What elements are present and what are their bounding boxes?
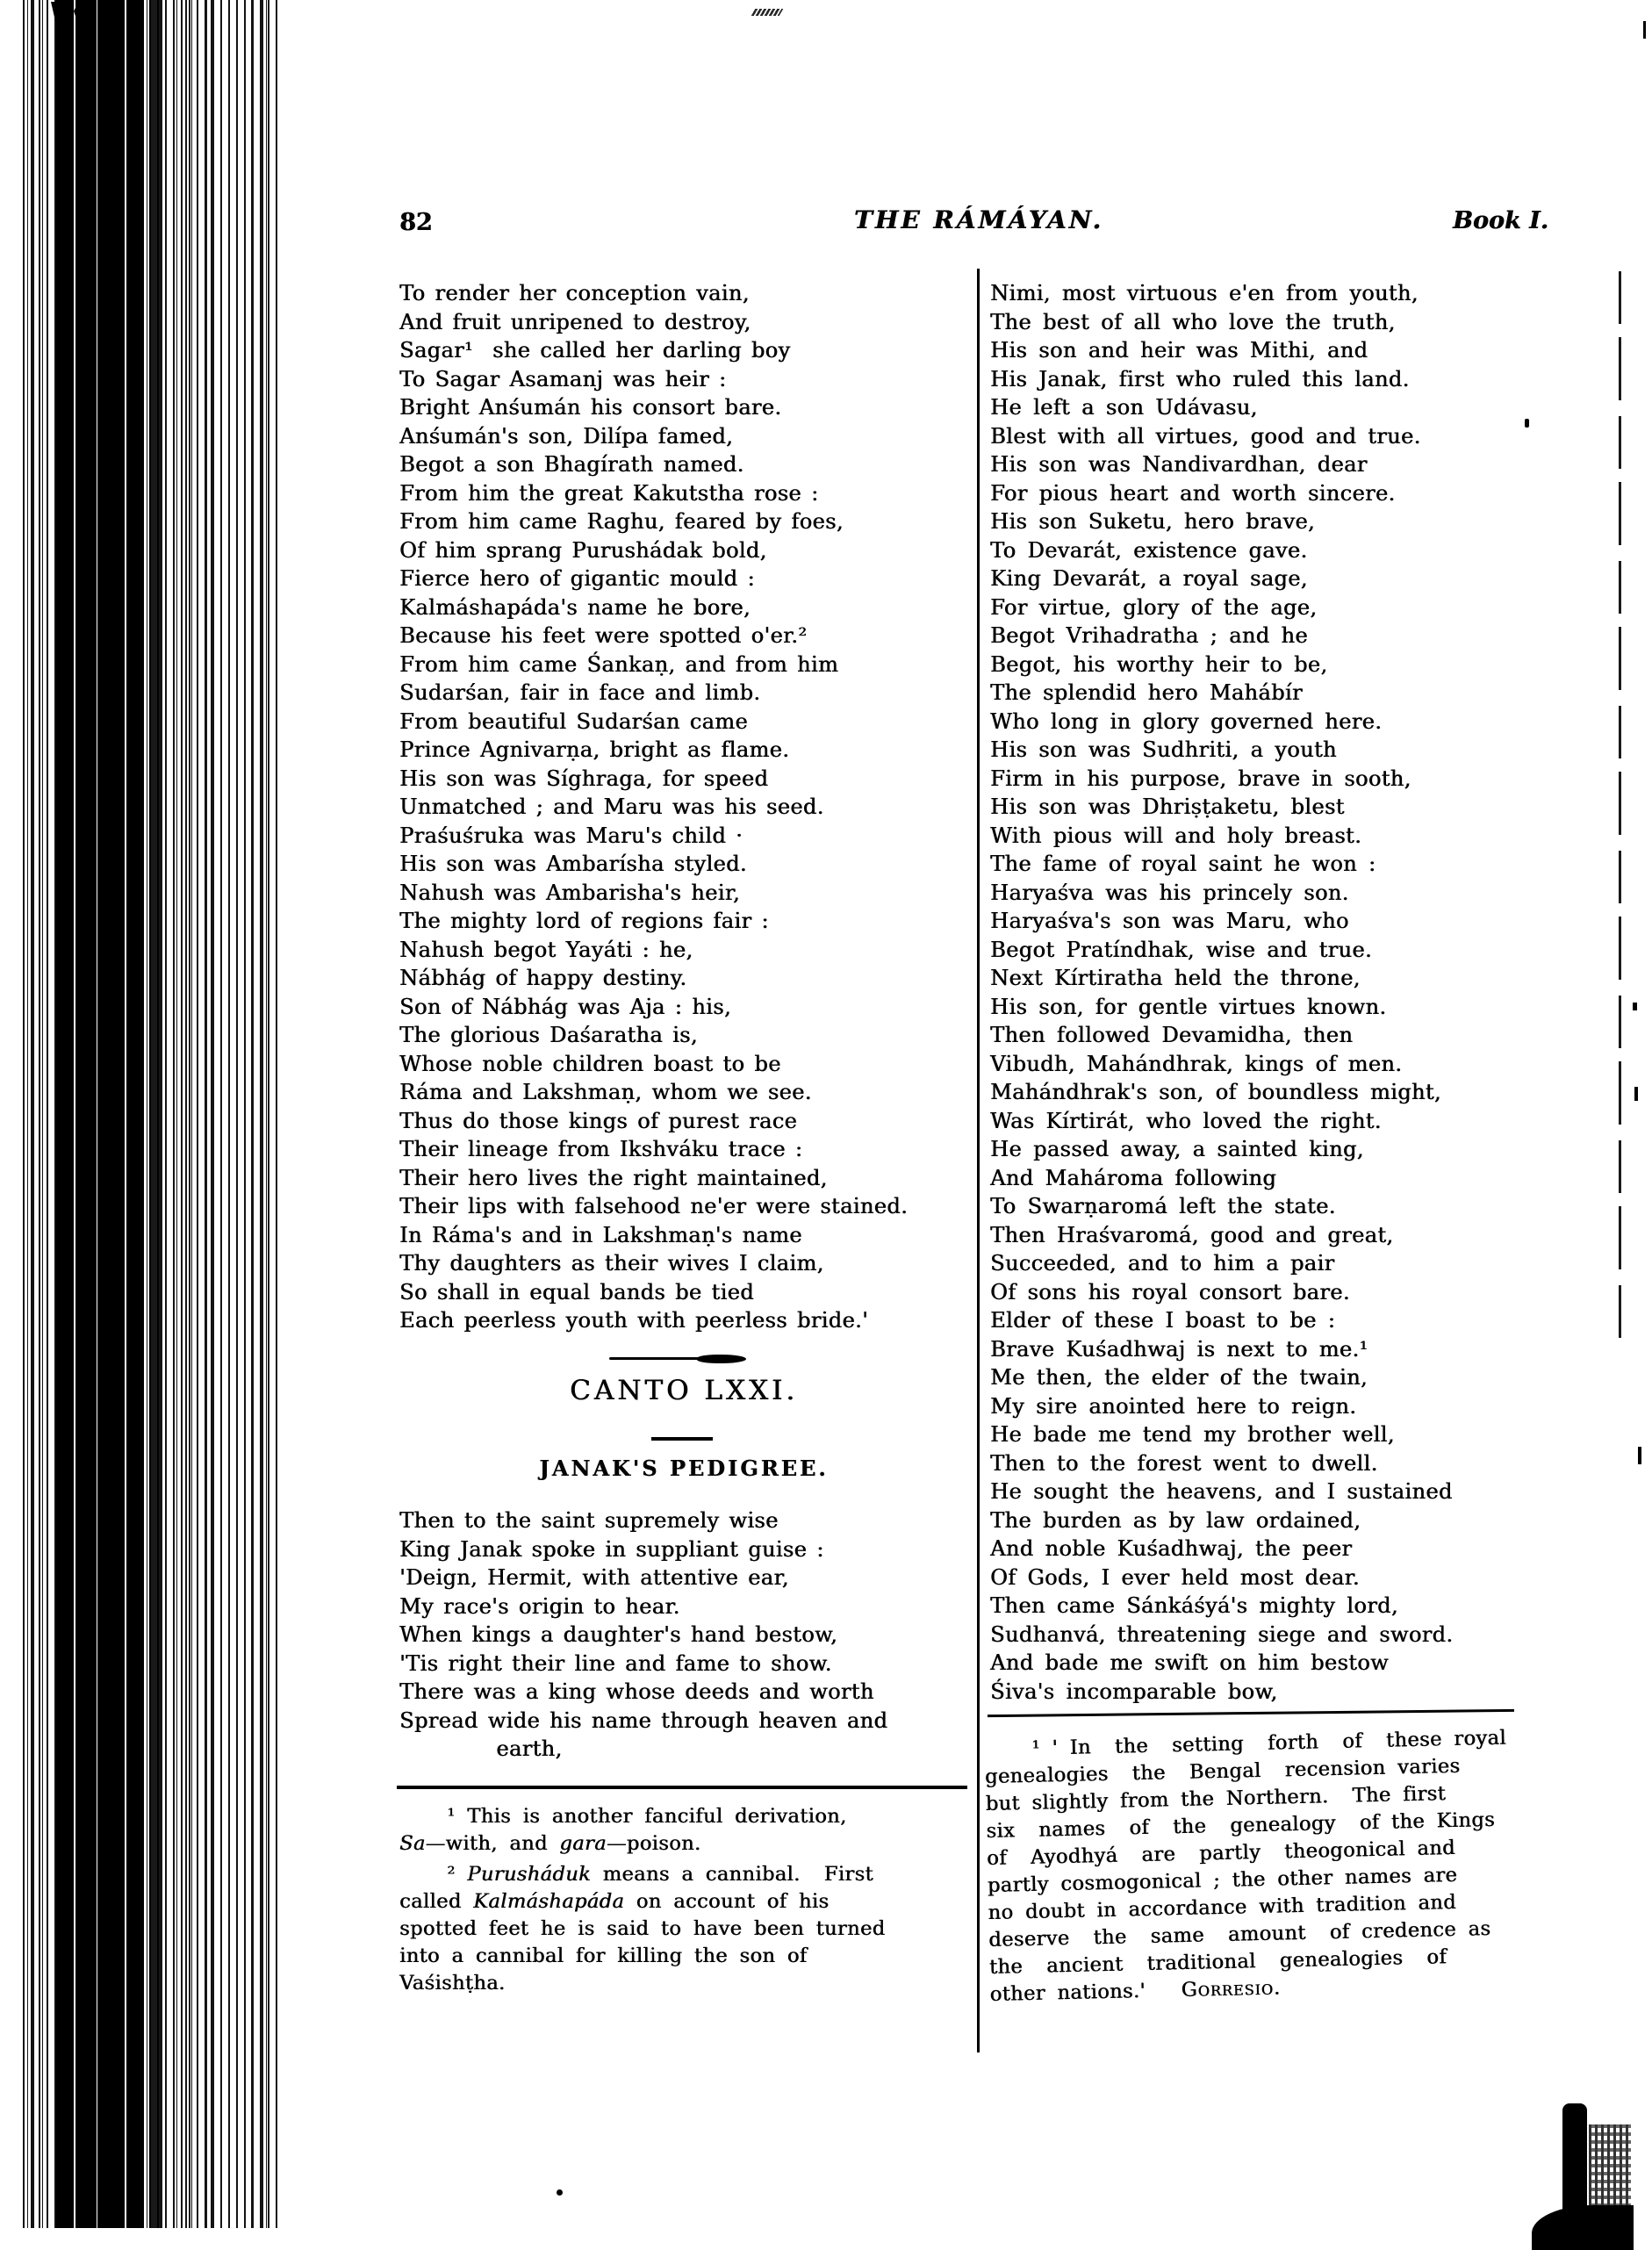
poem-line: With pious will and holy breast. [990,823,1362,848]
poem-line: Kalmáshapáda's name he bore, [399,594,751,620]
footnote-2 [399,1861,970,1997]
poem-line: Me then, the elder of the twain, [990,1365,1368,1390]
poem-line: Begot, his worthy heir to be, [990,651,1328,677]
footnote-line: Vaśishṭha. [399,1972,506,1995]
poem-line: His Janak, first who ruled this land. [990,366,1410,392]
text-segment: —with, and [425,1832,560,1855]
poem-line: His son was Síghraga, for speed [399,766,769,791]
scan-speck-top-center [751,9,784,16]
poem-line: Sagar¹ she called her darling boy [399,338,791,363]
poem-line: earth, [399,1736,563,1761]
right-column-poem [990,279,1517,1706]
text-segment: other nations.' [989,1979,1182,2007]
footnote-line: into a cannibal for killing the son of [399,1944,808,1967]
poem-line: Their lineage from Ikshváku trace : [399,1137,803,1161]
scan-speck [1633,1003,1637,1010]
poem-line: Their lips with falsehood ne'er were stained. [399,1194,908,1218]
footnote-line: ¹ ' In the setting forth of these royal [984,1726,1507,1762]
poem-line: Who long in glory governed here. [990,708,1383,734]
poem-line: Bright Anśumán his consort bare. [399,395,782,420]
text-segment: Gorresio. [1181,1976,1282,2002]
text-segment: Purusháduk [467,1863,592,1886]
poem-line: Vibudh, Mahándhrak, kings of men. [990,1051,1403,1076]
poem-line: Nahush was Ambarisha's heir, [399,880,740,905]
poem-line: Thy daughters as their wives I claim, [399,1251,824,1276]
text-segment: Kalmáshapáda [473,1890,625,1913]
poem-line: Śiva's incomparable bow, [990,1679,1278,1704]
poem-line: Next Kírtiratha held the throne, [990,966,1361,990]
poem-line: My sire anointed here to reign. [990,1393,1357,1419]
page-title: THE RÁMÁYAN. [853,205,1104,234]
footnote-line: no doubt in accordance with tradition and [988,1890,1457,1925]
poem-line: Then to the forest went to dwell. [990,1450,1378,1476]
scan-speck [1638,1447,1641,1464]
poem-line: Nahush begot Yayáti : he, [399,937,693,962]
scan-heavy-ink-bar [56,0,144,2228]
poem-line: And Mahároma following [990,1165,1277,1190]
poem-line: Was Kírtirát, who loved the right. [990,1108,1382,1133]
poem-line: He bade me tend my brother well, [990,1422,1395,1447]
poem-line: Of sons his royal consort bare. [990,1279,1350,1305]
footnote-line [399,1830,970,1858]
footnote-line: deserve the same amount of credence as [988,1917,1491,1952]
poem-line: His son and heir was Mithi, and [990,338,1368,363]
poem-line: Haryaśva's son was Maru, who [990,909,1349,933]
canto-subheading: JANAK'S PEDIGREE. [539,1456,829,1481]
poem-line: He passed away, a sainted king, [990,1137,1364,1161]
poem-line: King Devarát, a royal sage, [990,566,1308,591]
scan-broken-line-right-margin [1619,256,1621,1338]
poem-line: Mahándhrak's son, of boundless might, [990,1080,1441,1104]
book-label: Book I. [1453,207,1548,234]
poem-line: Each peerless youth with peerless bride.' [399,1308,868,1333]
poem-line: To Devarát, existence gave. [990,537,1308,563]
poem-line: To render her conception vain, [399,281,750,306]
footnote-3 [984,1724,1517,2009]
footnote-line: ¹ This is another fanciful derivation, [399,1805,847,1828]
poem-line: Nábhág of happy destiny. [399,966,687,990]
poem-line: Of Gods, I ever held most dear. [990,1564,1360,1590]
scan-speck [1643,21,1646,39]
poem-line: The best of all who love the truth, [990,309,1396,334]
left-column-poem [399,279,968,1335]
poem-line: Succeeded, and to him a pair [990,1251,1335,1276]
poem-line: His son was Nandivardhan, dear [990,452,1368,477]
poem-line: The burden as by law ordained, [990,1507,1361,1533]
poem-line: From him came Raghu, feared by foes, [399,509,844,534]
poem-line: Their hero lives the right maintained, [399,1165,828,1190]
page-number: 82 [399,209,433,236]
poem-line: There was a king whose deeds and worth [399,1679,874,1704]
poem-line: To Sagar Asamanj was heir : [399,366,727,392]
footnote-1 [399,1803,970,1858]
scan-medium-ink-bar [149,0,160,2228]
text-segment: ² [399,1863,468,1886]
poem-line: My race's origin to hear. [399,1593,680,1619]
poem-line: Sudarśan, fair in face and limb. [399,680,761,705]
poem-line: And noble Kuśadhwaj, the peer [990,1536,1353,1561]
poem-line: And fruit unripened to destroy, [399,309,751,334]
footnote-rule-left [397,1786,967,1789]
poem-line: Begot Pratíndhak, wise and true. [990,937,1372,962]
text-segment: means a cannibal. First [591,1863,873,1886]
poem-line: For pious heart and worth sincere. [990,480,1396,506]
poem-line: From beautiful Sudarśan came [399,708,748,734]
poem-line: Brave Kuśadhwaj is next to me.¹ [990,1336,1368,1362]
poem-line: Fierce hero of gigantic mould : [399,566,755,591]
text-segment: —poison. [606,1832,701,1855]
poem-line: Then Hraśvaromá, good and great, [990,1222,1394,1247]
poem-line: And bade me swift on him bestow [990,1650,1389,1675]
poem-line: He sought the heavens, and I sustained [990,1479,1453,1504]
poem-line: Then followed Devamidha, then [990,1023,1354,1047]
poem-line: Son of Nábhág was Aja : his, [399,994,731,1019]
poem-line: Firm in his purpose, brave in sooth, [990,766,1411,791]
poem-line: In Ráma's and in Lakshmaṇ's name [399,1222,802,1247]
footnote-line [399,1888,970,1916]
poem-line: Thus do those kings of purest race [399,1108,798,1133]
scan-speck [1525,419,1529,428]
poem-line: Unmatched ; and Maru was his seed. [399,794,824,819]
poem-line: 'Tis right their line and fame to show. [399,1650,832,1676]
poem-line: His son was Ambarísha styled. [399,852,747,876]
poem-line: His son Suketu, hero brave, [990,509,1315,534]
poem-line: The fame of royal saint he won : [990,852,1376,876]
poem-line: Then came Sánkáśyá's mighty lord, [990,1593,1398,1618]
poem-line: Begot Vrihadratha ; and he [990,623,1308,648]
poem-line: Of him sprang Purushádak bold, [399,537,767,563]
poem-line: To Swarṇaromá left the state. [990,1194,1336,1218]
footnote-line: genealogies the Bengal recension varies [984,1754,1461,1789]
poem-line: Ráma and Lakshmaṇ, whom we see. [399,1080,812,1104]
column-divider-rule [977,269,980,2052]
poem-line: When kings a daughter's hand bestow, [399,1622,838,1647]
poem-line: Because his feet were spotted o'er.² [399,623,808,648]
poem-line: Prince Agnivarṇa, bright as flame. [399,737,790,762]
poem-line: Haryaśva was his princely son. [990,880,1349,905]
left-column-poem-2 [399,1506,968,1764]
poem-line: The mighty lord of regions fair : [399,909,769,933]
poem-line: For virtue, glory of the age, [990,594,1318,620]
footnote-line: the ancient traditional genealogies of [988,1945,1447,1980]
scan-speck [1634,1087,1638,1101]
poem-line: Nimi, most virtuous e'en from youth, [990,281,1419,306]
poem-line: His son was Dhriṣṭaketu, blest [990,794,1345,819]
poem-line: So shall in equal bands be tied [399,1279,754,1305]
text-segment: Sa [399,1832,426,1855]
poem-line: Then to the saint supremely wise [399,1508,779,1533]
footnote-line: spotted feet he is said to have been turned [399,1917,886,1940]
poem-line: The glorious Daśaratha is, [399,1023,698,1047]
canto-divider-ornament [609,1354,764,1364]
poem-line: His son was Sudhriti, a youth [990,737,1337,762]
poem-line: Anśumán's son, Dilípa famed, [399,423,734,449]
poem-line: Begot a son Bhagírath named. [399,452,744,477]
text-segment: called [399,1890,474,1913]
footnote-line: six names of the genealogy of the Kings [986,1808,1496,1844]
canto-heading: CANTO LXXI. [569,1375,798,1406]
poem-line: He left a son Udávasu, [990,395,1258,420]
scan-speck [557,2189,563,2196]
poem-line: Elder of these I boast to be : [990,1308,1336,1333]
footnote-line [399,1861,970,1888]
poem-line: The splendid hero Mahábír [990,680,1303,705]
canto-heading-rule [651,1437,713,1441]
text-segment: on account of his [624,1890,830,1913]
poem-line: Spread wide his name through heaven and [399,1707,888,1733]
poem-line: From him the great Kakutstha rose : [399,480,819,506]
poem-line: Whose noble children boast to be [399,1051,781,1076]
footnote-line: of Ayodhyá are partly theogonical and [986,1836,1456,1871]
poem-line: Sudhanvá, threatening siege and sword. [990,1621,1454,1647]
poem-line: 'Deign, Hermit, with attentive ear, [399,1565,789,1590]
poem-line: From him came Śankaṇ, and from him [399,651,839,677]
poem-line: Praśuśruka was Maru's child · [399,823,743,848]
poem-line: Blest with all virtues, good and true. [990,423,1421,449]
poem-line: His son, for gentle virtues known. [990,994,1387,1019]
footnote-rule-right [988,1709,1514,1717]
scan-blob-bottom-right-foot [1532,2205,1634,2250]
footnote-line: partly cosmogonical ; the other names are [987,1863,1458,1898]
poem-line: King Janak spoke in suppliant guise : [399,1536,824,1562]
footnote-line: but slightly from the Northern. The first [985,1782,1447,1816]
text-segment: gara [559,1832,607,1855]
